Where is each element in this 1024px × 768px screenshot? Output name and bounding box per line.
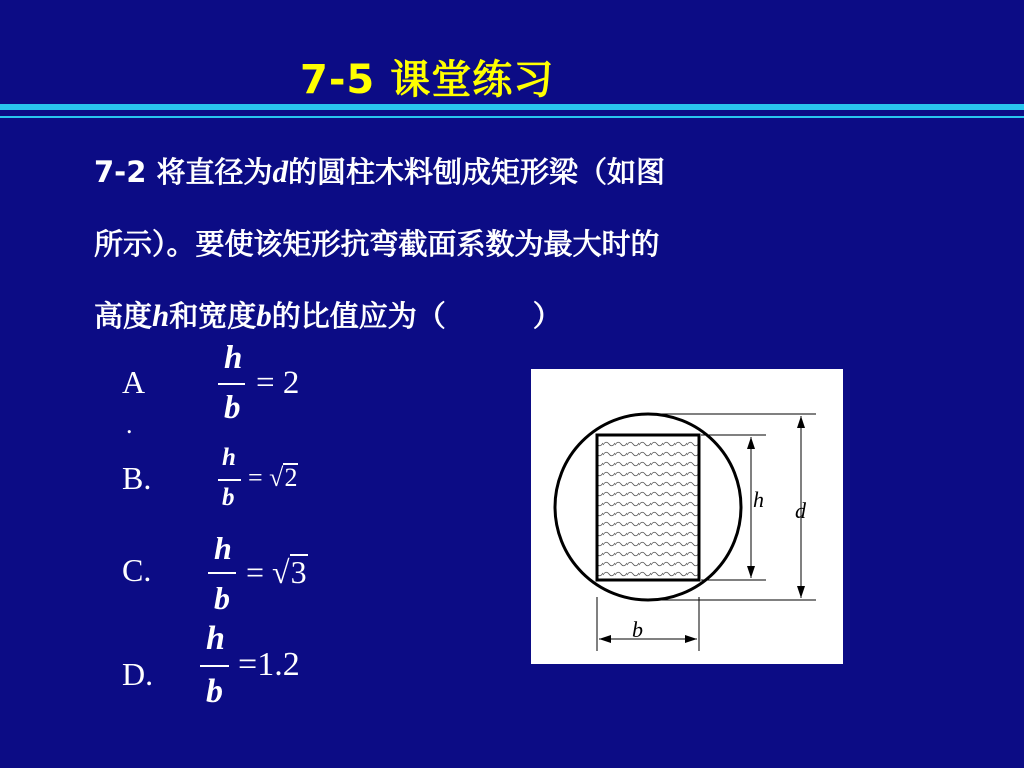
question-line-2: 所示）。要使该矩形抗弯截面系数为最大时的 [94, 227, 660, 261]
sqrt-icon: √ [272, 554, 290, 590]
fraction-bar [208, 572, 236, 574]
arrow-head [797, 416, 805, 428]
fraction-bar [200, 665, 229, 667]
arrow-head [747, 437, 755, 449]
arrow-head [747, 566, 755, 578]
rectangle-beam-section [597, 435, 699, 580]
sqrt-expression: √ 3 [272, 554, 307, 590]
arrow-head [797, 586, 805, 598]
option-b-label: B. [122, 460, 152, 496]
arrow-head [599, 635, 611, 643]
label-b: b [632, 617, 643, 642]
fraction-numerator: h [206, 620, 225, 657]
slide-title: 7-5 课堂练习 [300, 57, 555, 103]
label-h: h [753, 487, 764, 512]
variable-d: d [272, 154, 288, 189]
title-rule-thick [0, 104, 1024, 110]
label-d: d [795, 498, 806, 523]
fraction-numerator: h [222, 444, 236, 471]
fraction-numerator: h [214, 530, 232, 566]
fraction-bar [218, 383, 245, 385]
fraction-numerator: h [224, 340, 243, 376]
fraction-rhs: =1.2 [238, 646, 300, 683]
fraction-rhs: = 2 [256, 365, 300, 401]
variable-b: b [256, 298, 272, 333]
option-a-label-dot: . [126, 410, 133, 439]
title-rule-thin [0, 116, 1024, 118]
option-a-label: A [122, 364, 146, 400]
fraction-bar [218, 479, 241, 481]
fraction-rhs: = √ 3 [246, 554, 307, 590]
fraction-denominator: b [206, 673, 223, 710]
question-line-1: 7-2 将直径为d的圆柱木料刨成矩形梁（如图 [94, 154, 666, 189]
question-line-3: 高度h和宽度b的比值应为（ ） [94, 298, 562, 333]
fraction-denominator: b [224, 390, 241, 426]
fraction-denominator: b [214, 580, 230, 616]
arrow-head [685, 635, 697, 643]
variable-h: h [152, 298, 170, 333]
option-c-label: C. [122, 552, 152, 588]
option-d-label: D. [122, 656, 154, 692]
sqrt-expression: √ 2 [269, 463, 298, 492]
beam-cross-section-figure [531, 369, 843, 664]
fraction-denominator: b [222, 484, 235, 511]
fraction-rhs: = √ 2 [248, 463, 298, 492]
sqrt-icon: √ [269, 463, 284, 492]
question-text [94, 136, 934, 352]
cross-section-diagram [531, 369, 843, 664]
